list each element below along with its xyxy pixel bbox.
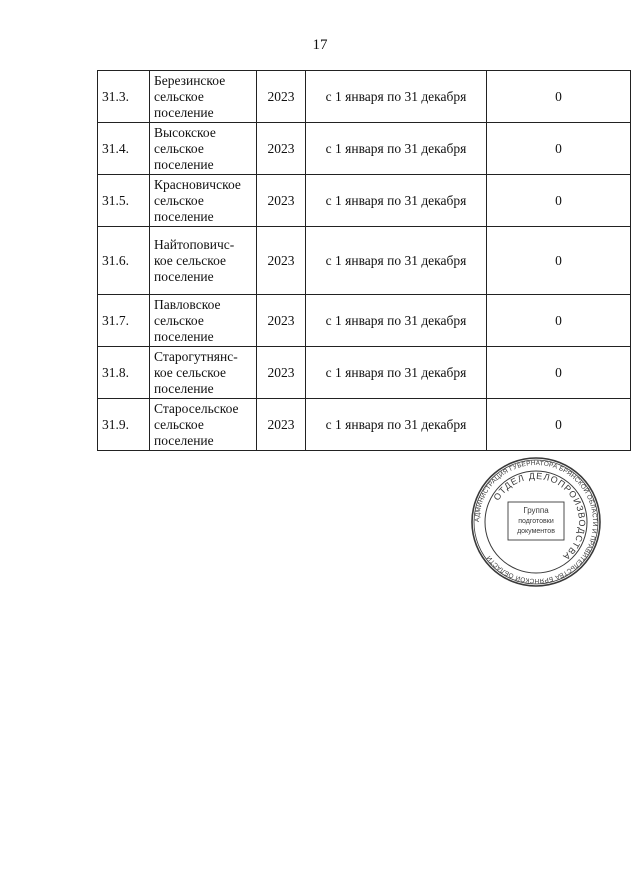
stamp-seal [470,456,602,588]
value: 0 [487,175,631,227]
year: 2023 [257,295,306,347]
year: 2023 [257,175,306,227]
period: с 1 января по 31 декабря [306,123,487,175]
value: 0 [487,123,631,175]
value: 0 [487,227,631,295]
official-stamp [470,456,602,588]
period: с 1 января по 31 декабря [306,71,487,123]
value: 0 [487,71,631,123]
row-number: 31.3. [98,71,150,123]
value: 0 [487,399,631,451]
row-number: 31.5. [98,175,150,227]
table-row [98,295,631,347]
table-row [98,175,631,227]
settlement-name: Павловское сельское поселение [150,295,257,347]
page-number: 17 [312,37,328,53]
table-row [98,347,631,399]
settlement-name: Старогутнянс- кое сельское поселение [150,347,257,399]
year: 2023 [257,123,306,175]
row-number: 31.7. [98,295,150,347]
table-row [98,227,631,295]
year: 2023 [257,227,306,295]
row-number: 31.6. [98,227,150,295]
table-row [98,399,631,451]
periods-table [97,70,631,451]
value: 0 [487,347,631,399]
period: с 1 января по 31 декабря [306,295,487,347]
year: 2023 [257,71,306,123]
year: 2023 [257,347,306,399]
settlement-name: Найтоповичс- кое сельское поселение [150,227,257,295]
period: с 1 января по 31 декабря [306,399,487,451]
settlement-name: Старосельское сельское поселение [150,399,257,451]
table-row [98,71,631,123]
settlement-name: Красновичское сельское поселение [150,175,257,227]
settlement-name: Высокское сельское поселение [150,123,257,175]
stamp-center-line-2: подготовки [518,518,554,525]
stamp-center-line-3: документов [517,528,555,535]
period: с 1 января по 31 декабря [306,347,487,399]
row-number: 31.9. [98,399,150,451]
stamp-center-line-1: Группа [523,506,549,515]
period: с 1 января по 31 декабря [306,175,487,227]
settlement-name: Березинское сельское поселение [150,71,257,123]
row-number: 31.8. [98,347,150,399]
year: 2023 [257,399,306,451]
table-row [98,123,631,175]
svg-text:ОТДЕЛ ДЕЛОПРОИЗВОДСТВА [492,471,588,563]
stamp-outer-text: АДМИНИСТРАЦИЯ ГУБЕРНАТОРА БРЯНСКОЙ ОБЛАСТИ И ПРАВИТЕЛЬСТВА БРЯНСКОЙ ОБЛАСТИ [473,459,599,585]
row-number: 31.4. [98,123,150,175]
stamp-inner-text: ОТДЕЛ ДЕЛОПРОИЗВОДСТВА [491,470,588,563]
value: 0 [487,295,631,347]
period: с 1 января по 31 декабря [306,227,487,295]
